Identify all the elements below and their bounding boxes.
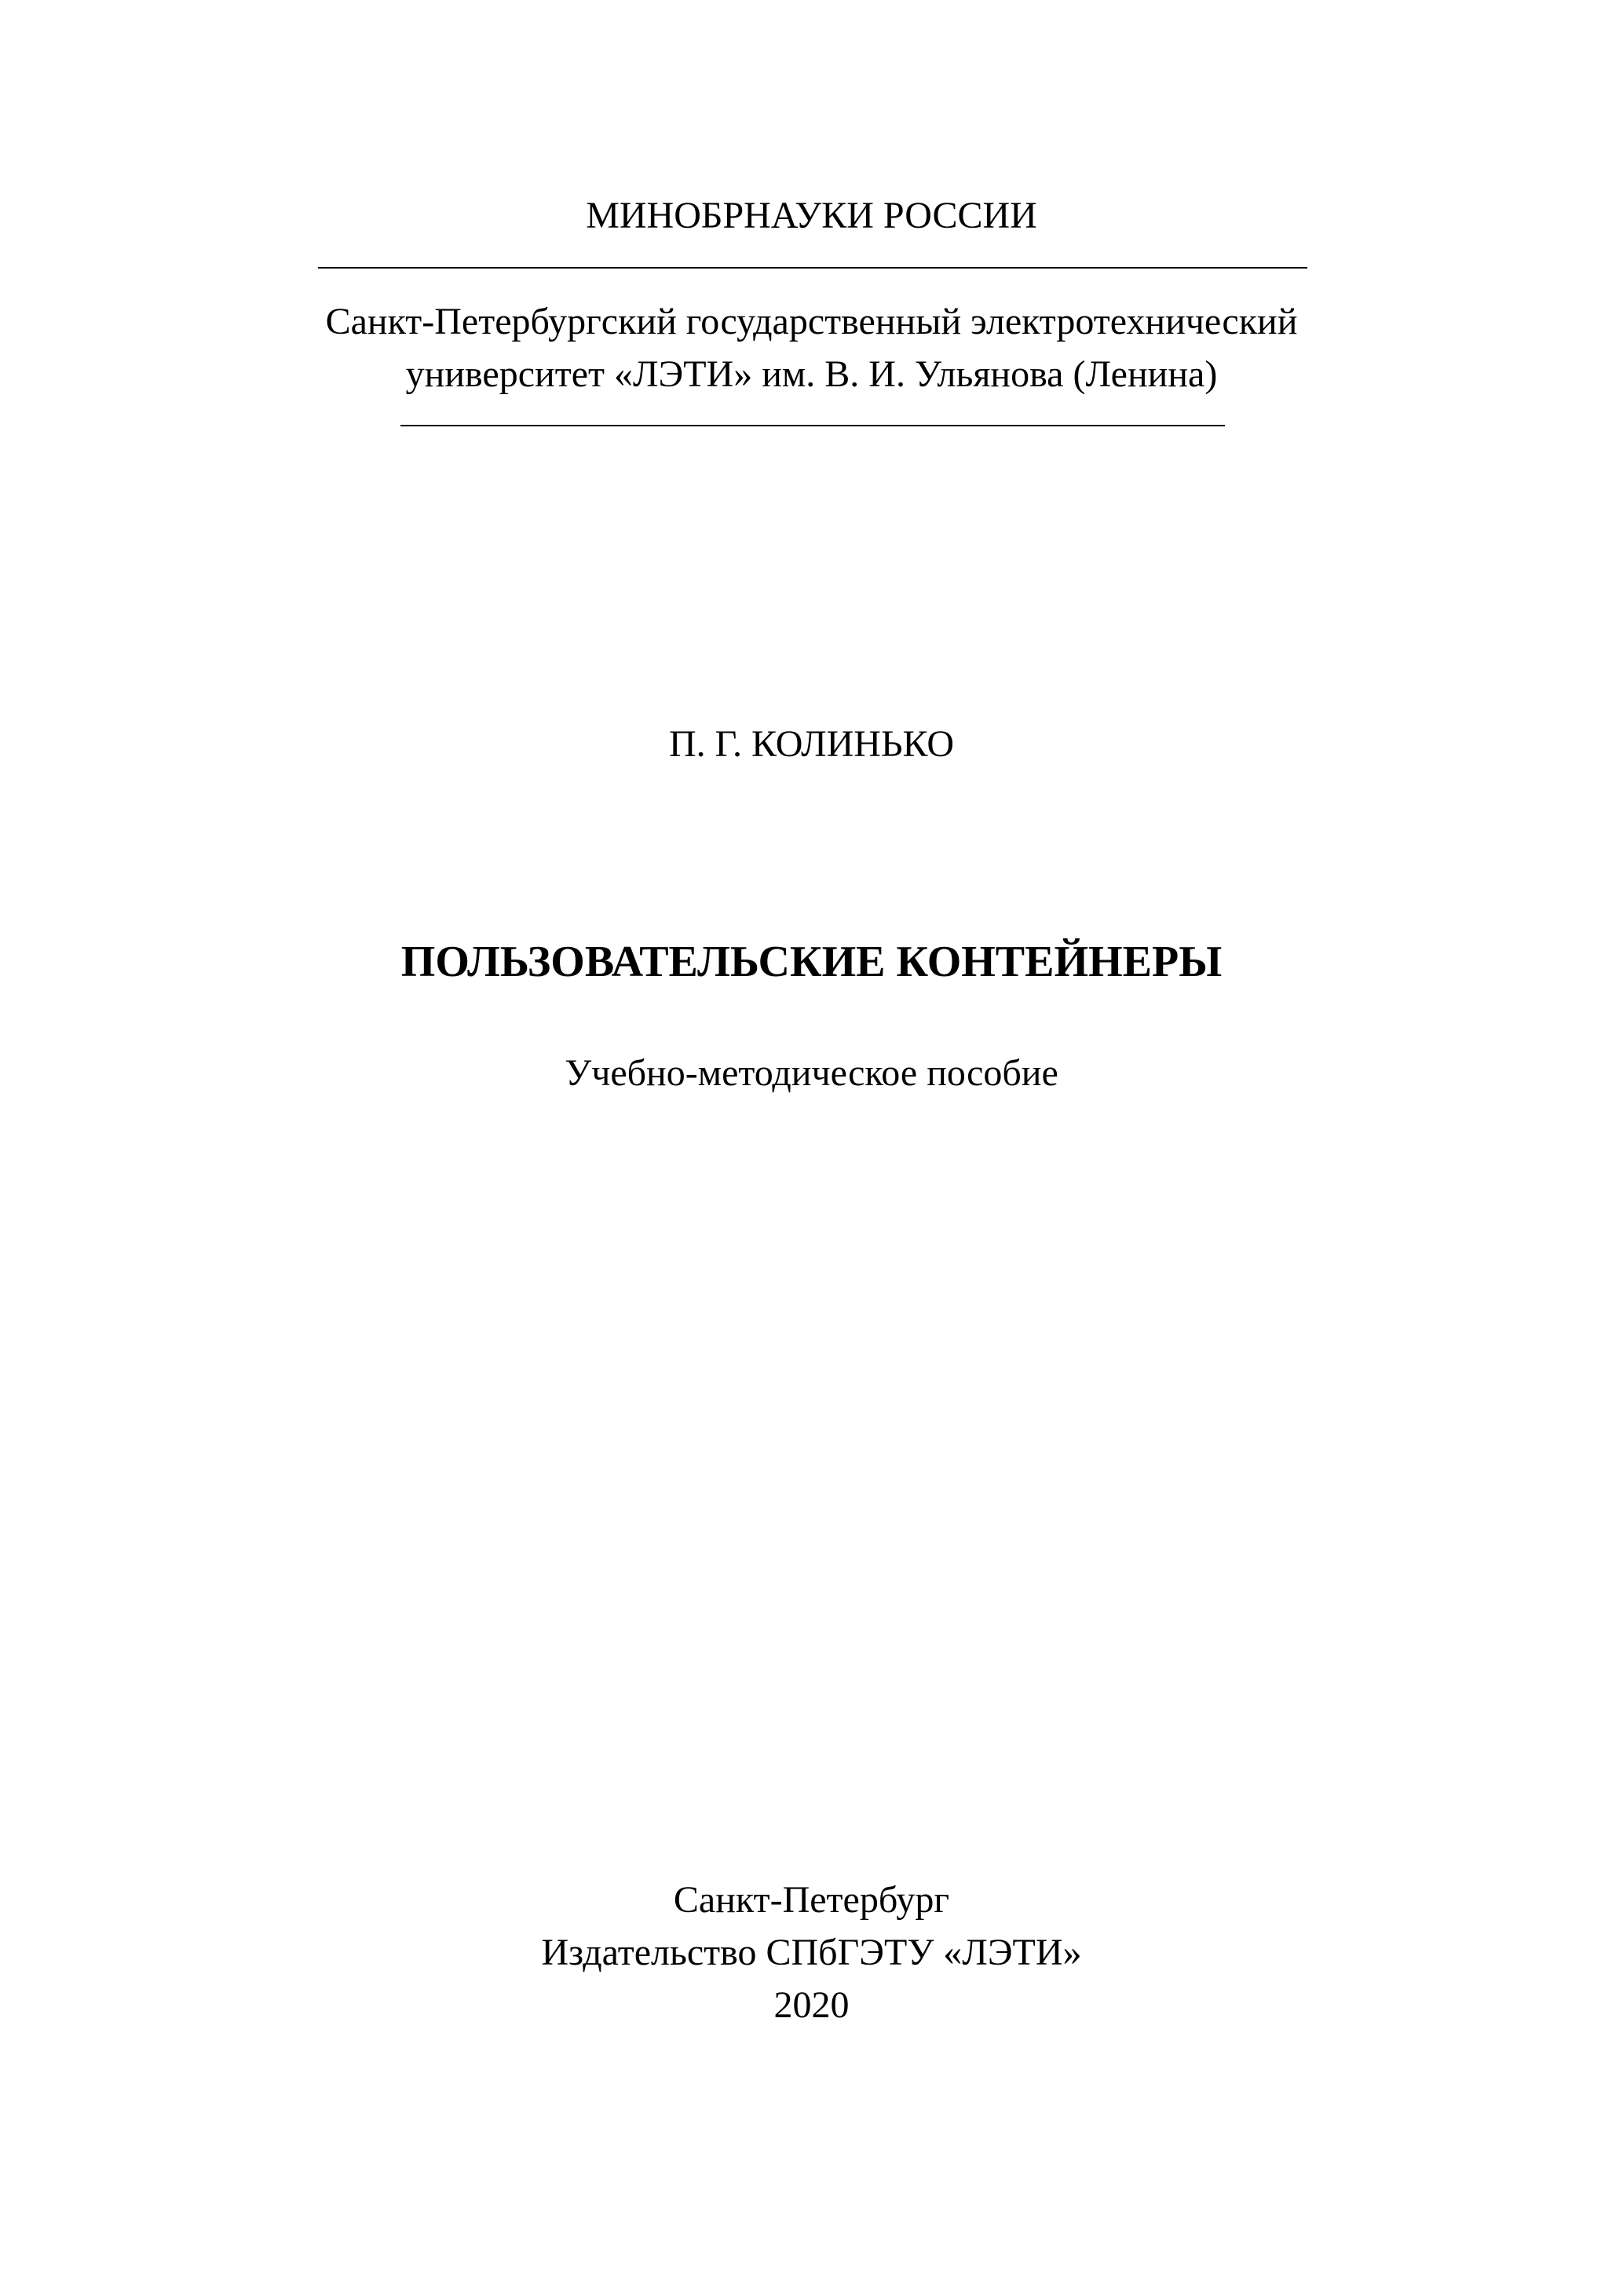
ministry-name: МИНОБРНАУКИ РОССИИ [586, 195, 1037, 236]
author-name: П. Г. КОЛИНЬКО [668, 723, 955, 765]
imprint-year: 2020 [773, 1984, 850, 2026]
imprint-publisher: Издательство СПбГЭТУ «ЛЭТИ» [541, 1932, 1082, 1973]
top-rule [318, 267, 1307, 269]
imprint-city: Санкт-Петербург [673, 1879, 950, 1921]
document-subtitle: Учебно-методическое пособие [565, 1052, 1058, 1094]
document-title: ПОЛЬЗОВАТЕЛЬСКИЕ КОНТЕЙНЕРЫ [400, 938, 1223, 986]
university-rule [400, 425, 1225, 426]
university-name-line-1: Санкт-Петербургский государственный электротехнический [325, 301, 1298, 342]
university-name-line-2: университет «ЛЭТИ» им. В. И. Ульянова (Ленина) [405, 353, 1218, 395]
